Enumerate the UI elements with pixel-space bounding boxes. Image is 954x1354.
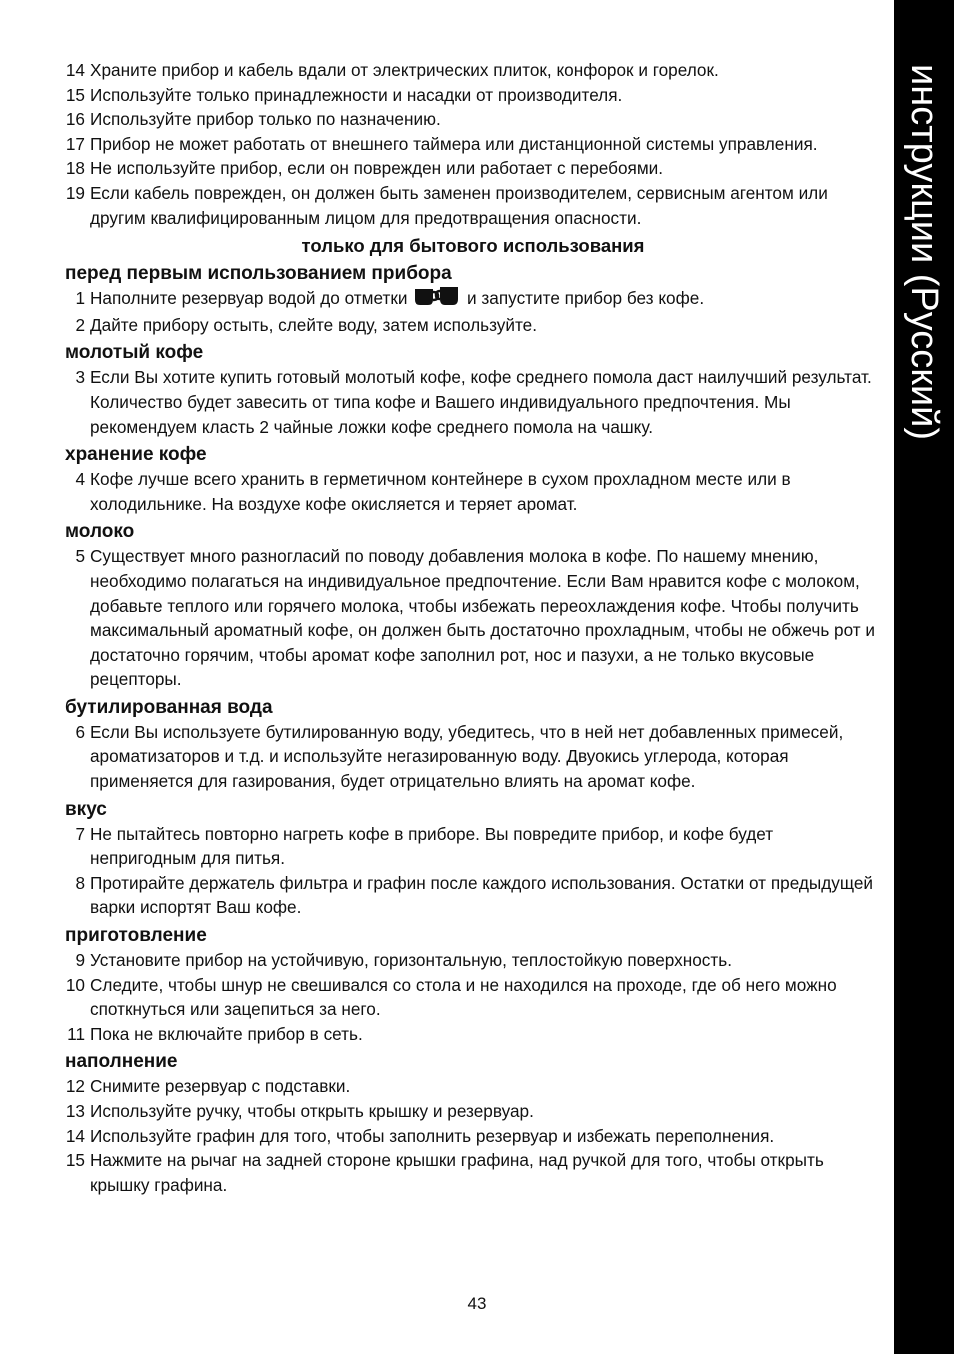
list-item <box>62 107 884 132</box>
safety-list <box>62 58 884 230</box>
section-heading-preparation: приготовление <box>65 925 207 947</box>
list-item <box>62 286 884 313</box>
item-text: Кофе лучше всего хранить в герметичном контейнере в сухом прохладном месте или в холодильнике. На воздухе кофе окисляется и теряет аромат. <box>90 469 791 514</box>
item-number: 5 <box>75 546 85 567</box>
list-item <box>62 132 884 157</box>
list-item <box>62 1074 884 1099</box>
item-text: Не используйте прибор, если он поврежден или работает с перебоями. <box>90 158 664 179</box>
side-tab-title: инструкции (Русский) <box>903 64 945 441</box>
item-text: Используйте ручку, чтобы открыть крышку и резервуар. <box>90 1101 534 1121</box>
item-text: Используйте прибор только по назначению. <box>90 109 441 130</box>
item-number: 2 <box>75 314 85 335</box>
item-number: 13 <box>65 1101 85 1121</box>
page-number: 43 <box>467 1294 487 1313</box>
list-item <box>62 720 884 794</box>
item-text-before-icon: Наполните резервуар водой до отметки <box>90 288 408 309</box>
item-text: Если Вы хотите купить готовый молотый кофе, кофе среднего помола даст наилучший результат. Количество будет завесить от типа кофе и Вашего индивидуального предпочтения. Мы рекомендуем класть 2 чайные ложки кофе среднего помола на чашку. <box>90 367 872 437</box>
item-text-after-icon: и запустите прибор без кофе. <box>467 288 705 309</box>
list-item <box>62 822 884 871</box>
item-text: Храните прибор и кабель вдали от электрических плиток, конфорок и горелок. <box>90 60 719 80</box>
list-item <box>62 181 884 230</box>
item-text: Пока не включайте прибор в сеть. <box>90 1023 363 1044</box>
item-text: Используйте графин для того, чтобы заполнить резервуар и избежать переполнения. <box>90 1125 775 1146</box>
item-text: Если кабель поврежден, он должен быть заменен производителем, сервисным агентом или другим квалифицированным лицом для предотвращения опасности. <box>90 182 828 228</box>
item-number: 15 <box>65 1150 85 1171</box>
item-text: Нажмите на рычаг на задней стороне крышки графина, над ручкой для того, чтобы открыть крышку графина. <box>90 1150 824 1195</box>
item-number: 11 <box>67 1023 85 1044</box>
item-text: Установите прибор на устойчивую, горизонтальную, теплостойкую поверхность. <box>90 950 732 971</box>
section-heading-filling: наполнение <box>65 1051 178 1073</box>
item-text: Прибор не может работать от внешнего таймера или дистанционной системы управления. <box>90 133 818 154</box>
section-heading-ground-coffee: молотый кофе <box>65 342 204 364</box>
item-number: 19 <box>65 182 85 203</box>
section-heading-milk: молоко <box>65 521 135 543</box>
list-item <box>62 58 884 83</box>
item-text: Существует много разногласий по поводу добавления молока в кофе. По нашему мнению, необходимо полагаться на индивидуальное предпочтение. Если Вам нравится кофе с молоком, добавьте теплого или горячего молока, чтобы избежать переохлаждения кофе. Чтобы получить максимальный ароматный кофе, он должен быть достаточно прохладным, чтобы не обжечь рот и достаточно горячим, чтобы аромат кофе заполнил рот, нос и пазухи, а не только вкусовые рецепторы. <box>90 546 876 690</box>
side-tab <box>894 0 954 1354</box>
list-item <box>62 156 884 181</box>
section-heading-coffee-storage: хранение кофе <box>65 444 207 466</box>
item-number: 12 <box>65 1076 85 1097</box>
item-number: 14 <box>65 1125 85 1146</box>
section-heading-bottled-water: бутилированная вода <box>65 696 273 718</box>
item-number: 9 <box>75 950 85 971</box>
list-item <box>62 1022 884 1047</box>
section-heading-taste: вкус <box>65 798 107 820</box>
list-item <box>62 83 884 108</box>
item-text: Дайте прибору остыть, слейте воду, затем используйте. <box>90 314 537 335</box>
list-item <box>62 365 884 439</box>
item-text: Если Вы используете бутилированную воду, убедитесь, что в ней нет добавленных примесей, ароматизаторов и т.д. и используйте негазированную воду. Двуокись углерода, которая применяется для газирования, будет отрицательно влиять на аромат кофе. <box>90 721 844 792</box>
list-item <box>62 313 884 338</box>
household-note: только для бытового использования <box>301 235 645 257</box>
item-number: 15 <box>65 84 85 105</box>
item-text: Не пытайтесь повторно нагреть кофе в приборе. Вы повредите прибор, и кофе будет непригодным для питья. <box>90 823 774 869</box>
item-number: 1 <box>75 288 85 309</box>
item-number: 3 <box>75 367 85 388</box>
section-heading-first-use: перед первым использованием прибора <box>65 263 452 285</box>
item-number: 17 <box>65 133 85 154</box>
page-content <box>62 58 884 1197</box>
list-item <box>62 973 884 1022</box>
item-text <box>90 286 884 313</box>
item-text: Протирайте держатель фильтра и графин после каждого использования. Остатки от предыдущей варки испортят Ваш кофе. <box>90 872 873 918</box>
item-text: Снимите резервуар с подставки. <box>90 1076 351 1097</box>
item-number: 18 <box>65 158 85 179</box>
list-item <box>62 1124 884 1149</box>
item-number: 4 <box>75 469 85 490</box>
list-item <box>62 544 884 692</box>
two-cups-icon <box>414 286 460 313</box>
item-text: Используйте только принадлежности и насадки от производителя. <box>90 84 623 105</box>
list-item <box>62 1148 884 1197</box>
item-number: 8 <box>75 872 85 893</box>
item-number: 14 <box>65 60 85 80</box>
item-number: 6 <box>75 721 85 742</box>
item-number: 7 <box>75 823 85 844</box>
list-item <box>62 948 884 973</box>
list-item <box>62 1099 884 1124</box>
item-number: 16 <box>65 109 85 130</box>
item-text: Следите, чтобы шнур не свешивался со стола и не находился на проходе, где об него можно споткнуться или зацепиться за него. <box>90 974 837 1020</box>
list-item <box>62 871 884 920</box>
list-item <box>62 467 884 516</box>
item-number: 10 <box>65 974 85 995</box>
